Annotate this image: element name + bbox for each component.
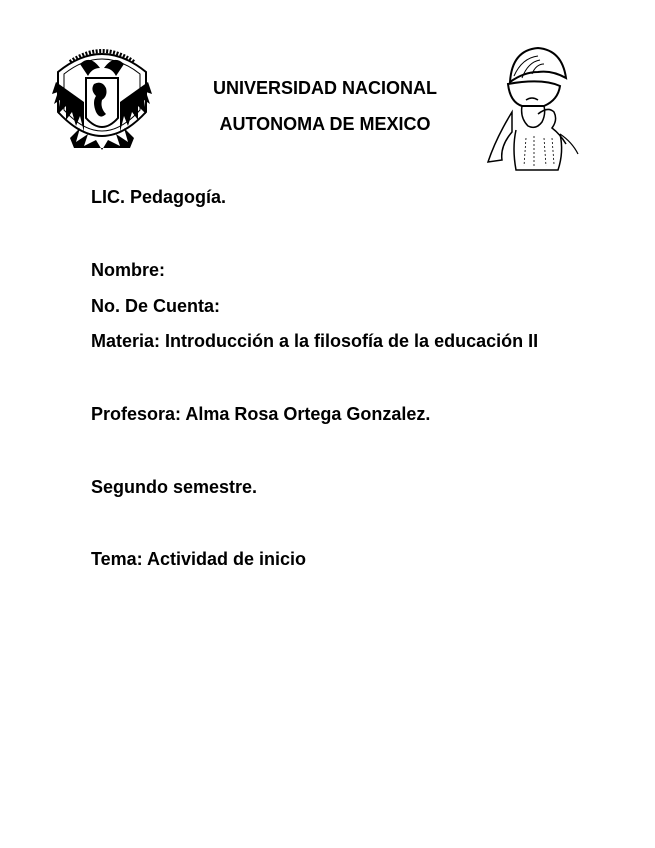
unam-shield-icon bbox=[50, 42, 154, 154]
university-name-line2: AUTONOMA DE MEXICO bbox=[219, 114, 431, 134]
teacher-label: Profesora: Alma Rosa Ortega Gonzalez. bbox=[91, 404, 431, 424]
university-name-line1: UNIVERSIDAD NACIONAL bbox=[212, 78, 437, 98]
athena-helmet-icon bbox=[482, 42, 586, 174]
career-label: LIC. Pedagogía. bbox=[91, 187, 227, 207]
semester-label: Segundo semestre. bbox=[91, 477, 258, 497]
account-number-label: No. De Cuenta: bbox=[91, 296, 221, 316]
subject-label: Materia: Introducción a la filosofía de la educación II bbox=[91, 331, 539, 351]
topic-label: Tema: Actividad de inicio bbox=[91, 549, 307, 569]
name-label: Nombre: bbox=[91, 260, 166, 280]
